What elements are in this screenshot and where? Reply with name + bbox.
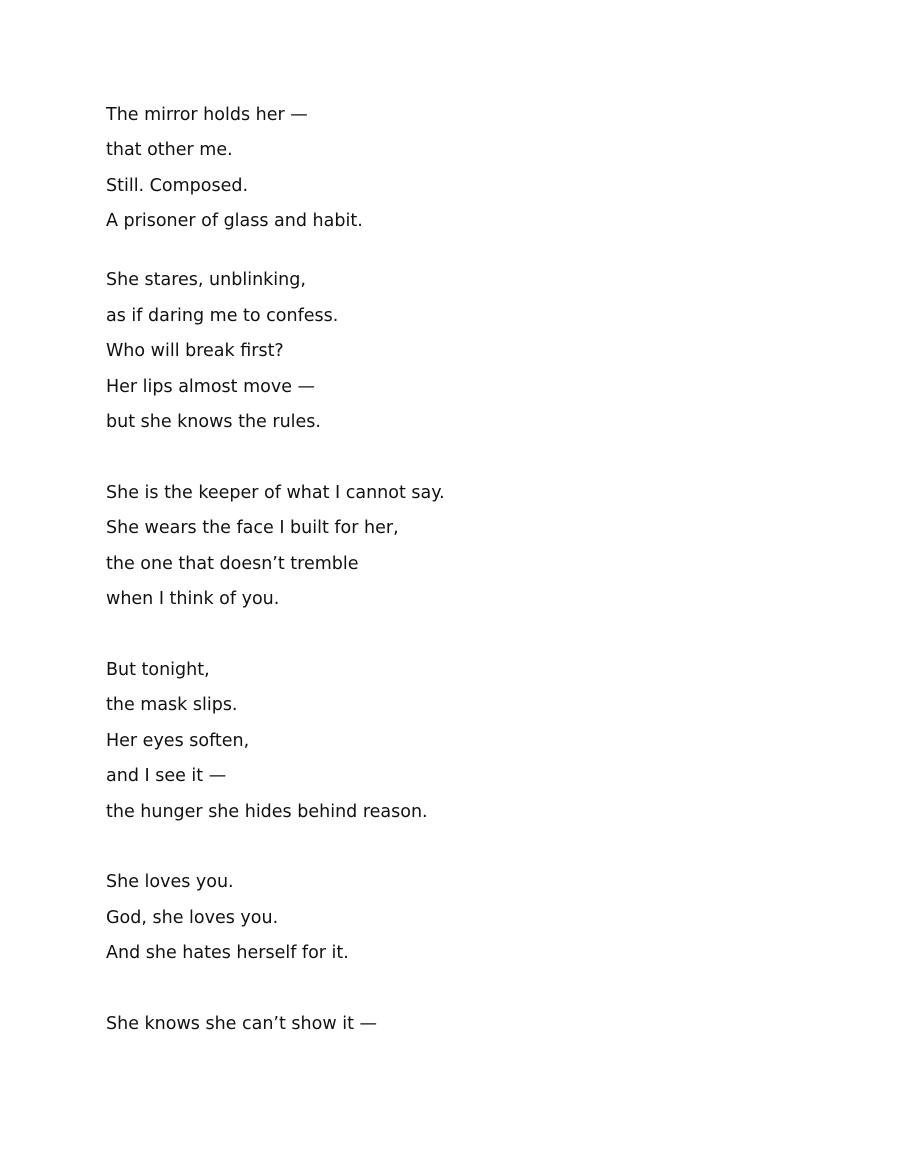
poem-line: But tonight, [106,660,210,680]
poem-line: God, she loves you. [106,908,279,928]
poem-line: the one that doesn’t tremble [106,554,359,574]
poem-line: Still. Composed. [106,176,249,196]
poem-line: the mask slips. [106,695,238,715]
poem-line: the hunger she hides behind reason. [106,802,428,822]
poem-line: when I think of you. [106,589,280,609]
poem-line: Her eyes soften, [106,731,250,751]
poem-line: She wears the face I built for her, [106,518,399,538]
poem-line: but she knows the rules. [106,412,321,432]
poem-line: that other me. [106,140,233,160]
poem-line: She loves you. [106,872,234,892]
poem-line: as if daring me to confess. [106,306,339,326]
poem-line: The mirror holds her — [106,105,308,125]
poem-line: And she hates herself for it. [106,943,349,963]
poem-line: She is the keeper of what I cannot say. [106,483,445,503]
poem-line: and I see it — [106,766,227,786]
poem-line: She knows she can’t show it — [106,1014,377,1034]
poem-line: Her lips almost move — [106,377,316,397]
poem-line: She stares, unblinking, [106,270,306,290]
poem-line: A prisoner of glass and habit. [106,211,363,231]
poem-line: Who will break first? [106,341,284,361]
